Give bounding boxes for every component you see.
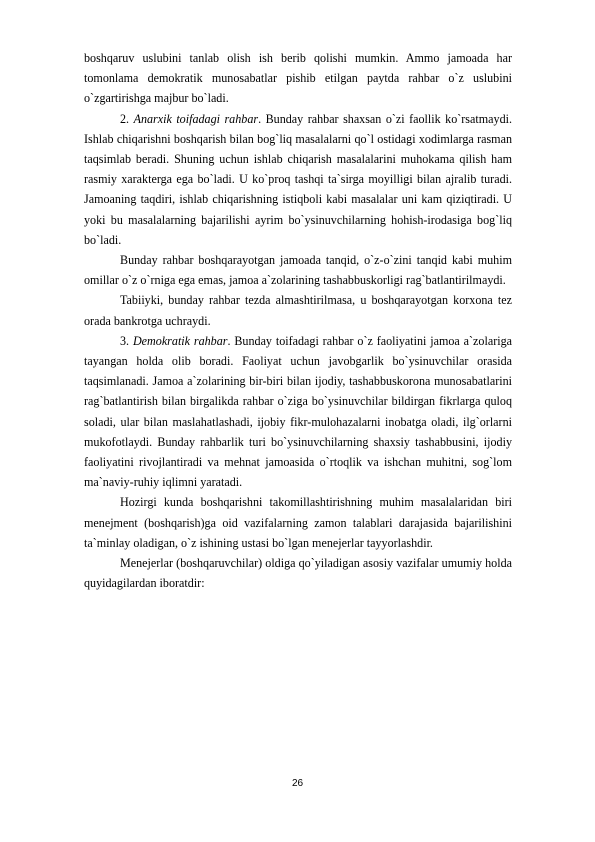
paragraph-7 xyxy=(84,553,512,593)
paragraph-4-text: Tabiiyki, bunday rahbar tezda almashtirilmasa, u boshqarayotgan korxona tez orada bankrotga uchraydi. xyxy=(84,293,512,328)
page-number: 26 xyxy=(291,778,304,789)
paragraph-5 xyxy=(84,331,512,493)
paragraph-1-text: boshqaruv uslubini tanlab olish ish berib qolishi mumkin. Ammo jamoada har tomonlama demokratik munosabatlar pishib etilgan paytda rahbar o`z uslubini o`zgartirishga majbur bo`ladi. xyxy=(84,51,512,106)
paragraph-3-text: Bunday rahbar boshqarayotgan jamoada tanqid, o`z-o`zini tanqid kabi muhim omillar o`z o`rniga ega emas, jamoa a`zolarining tashabbuskorligi rag`batlantirilmaydi. xyxy=(84,253,512,288)
paragraph-6 xyxy=(84,492,512,553)
paragraph-2-number: 2. xyxy=(120,111,130,126)
paragraph-2 xyxy=(84,109,512,250)
paragraph-3 xyxy=(84,250,512,290)
paragraph-5-text: . Bunday toifadagi rahbar o`z faoliyatini jamoa a`zolariga tayangan holda olib boradi. Faoliyat uchun javobgarlik bo`ysinuvchilar orasida taqsimlanadi. Jamoa a`zolarining bir-biri bilan ijodiy, tashabbuskorona munosabatlarini rag`batlantirish bilan birgalikda rahbar o`ziga bo`ysinuvchilar bildirgan fikrlarga quloq soladi, ular bilan maslahatlashadi, ijobiy fikr-mulohazalarni inobatga oladi, ilg`orlarni mukofotlaydi. Bunday rahbarlik turi bo`ysinuvchilarning shaxsiy tashabbusini, ijodiy faoliyatini rivojlantiradi va mehnat jamoasida o`rtoqlik va ishchan muhitni, sog`lom ma`naviy-ruhiy iqlimni yaratadi. xyxy=(84,333,512,490)
paragraph-4 xyxy=(84,290,512,330)
paragraph-7-text: Menejerlar (boshqaruvchilar) oldiga qo`yiladigan asosiy vazifalar umumiy holda quyidagilardan iboratdir: xyxy=(84,556,512,591)
paragraph-5-number: 3. xyxy=(120,333,130,348)
paragraph-5-title: Demokratik rahbar xyxy=(132,333,228,348)
paragraph-1 xyxy=(84,48,512,109)
paragraph-6-text: Hozirgi kunda boshqarishni takomillashtirishning muhim masalalaridan biri menejment (boshqarish)ga oid vazifalarning zamon talablari darajasida bajarilishini ta`minlay oladigan, o`z ishining ustasi bo`lgan menejerlar tayyorlashdir. xyxy=(84,495,512,550)
paragraph-2-title: Anarxik toifadagi rahbar xyxy=(133,111,259,126)
document-body xyxy=(84,48,512,593)
paragraph-2-text: . Bunday rahbar shaxsan o`zi faollik ko`rsatmaydi. Ishlab chiqarishni boshqarish bilan bog`liq masalalarni qo`l ostidagi xodimlarga rasman taqsimlab beradi. Shuning uchun ishlab chiqarish masalalarini muhokama qilish ham rasmiy xarakterga ega bo`ladi. U ko`proq tashqi ta`sirga moyilligi bilan ajralib turadi. Jamoaning taqdiri, ishlab chiqarishning istiqboli kabi masalalar uni kam qiziqtiradi. U yoki bu masalalarning bajarilishi ayrim bo`ysinuvchilarning hohish-irodasiga bog`liq bo`ladi. xyxy=(84,111,512,247)
